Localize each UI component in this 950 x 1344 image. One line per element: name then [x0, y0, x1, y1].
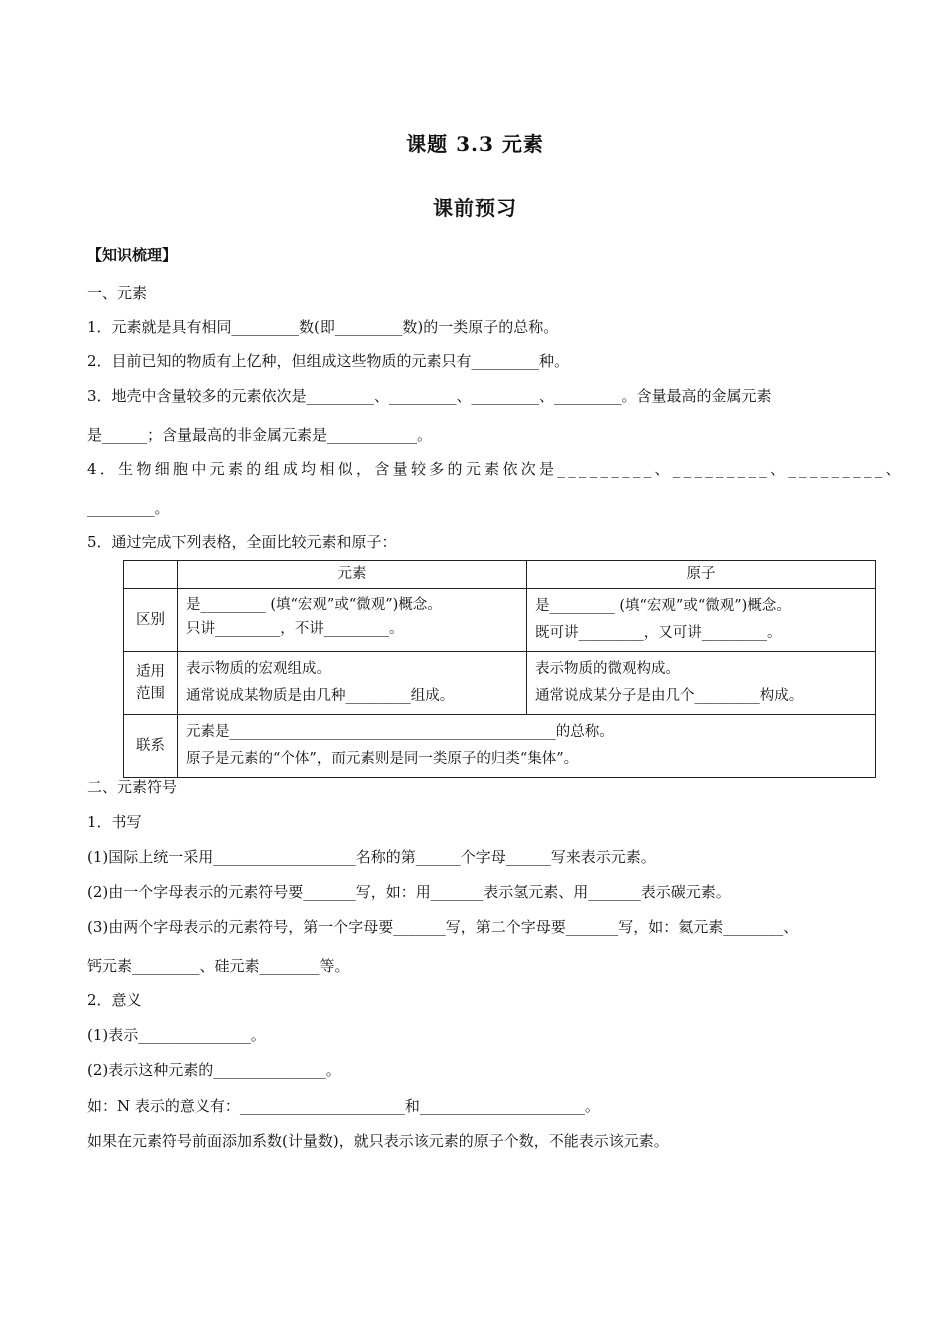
writing-item-2: (2)由一个字母表示的元素符号要_______写，如：用_______表示氢元素、用_______表示碳元素。: [87, 883, 731, 901]
question-3-line2: 是______；含量最高的非金属元素是____________。: [87, 426, 433, 444]
cell-line: 表示物质的微观构成。: [535, 661, 680, 677]
page-title: 课题 3.3 元素: [406, 132, 544, 156]
table-header-atom: 原子: [527, 561, 876, 589]
question-2: 2．目前已知的物质有上亿种，但组成这些物质的元素只有_________种。: [87, 352, 570, 370]
section-label: 【知识梳理】: [87, 246, 178, 264]
meaning-item-2: (2)表示这种元素的_______________。: [87, 1061, 341, 1079]
question-1: 1．元素就是具有相同_________数(即_________数)的一类原子的总称。: [87, 318, 559, 336]
question-5: 5．通过完成下列表格，全面比较元素和原子：: [87, 533, 397, 551]
table-row: [124, 715, 876, 778]
sub-heading-meaning: 2．意义: [87, 991, 142, 1009]
row-label-scope-text: 适用范围: [136, 664, 165, 702]
meaning-note: 如果在元素符号前面添加系数(计量数)，就只表示该元素的原子个数，不能表示该元素。: [87, 1132, 669, 1150]
cell-element-scope: [178, 652, 527, 715]
row-label-scope: [124, 652, 178, 715]
cell-atom-scope: [527, 652, 876, 715]
cell-line: 只讲_________，不讲_________。: [186, 621, 404, 637]
question-4-line2: _________。: [87, 499, 170, 517]
row-label-difference: 区别: [124, 589, 178, 652]
table-corner-cell: [124, 561, 178, 589]
cell-line: 通常说成某分子是由几个_________构成。: [535, 688, 804, 704]
cell-line: 是_________ (填“宏观”或“微观”)概念。: [186, 597, 442, 613]
writing-item-3-line2: 钙元素_________、硅元素________等。: [87, 957, 350, 975]
table-row: [124, 652, 876, 715]
cell-line: 原子是元素的“个体”，而元素则是同一类原子的归类“集体”。: [186, 751, 579, 767]
meaning-item-1: (1)表示_______________。: [87, 1026, 266, 1044]
cell-atom-difference: [527, 589, 876, 652]
question-3-line1: 3．地壳中含量较多的元素依次是_________、_________、_________、_________。含量最高的金属元素: [87, 387, 772, 405]
cell-line: 表示物质的宏观组成。: [186, 661, 331, 677]
table-row: [124, 589, 876, 652]
meaning-example: 如：N 表示的意义有：______________________和______________________。: [87, 1097, 600, 1115]
part1-heading: 一、元素: [87, 284, 148, 302]
writing-item-1: (1)国际上统一采用___________________名称的第______个字母______写来表示元素。: [87, 848, 656, 866]
writing-item-3-line1: (3)由两个字母表示的元素符号，第一个字母要_______写，第二个字母要_______写，如：氦元素________、: [87, 918, 799, 936]
part2-heading: 二、元素符号: [87, 778, 178, 796]
cell-relation: [178, 715, 876, 778]
table-header-row: [124, 561, 876, 589]
question-4-line1: 4．生物细胞中元素的组成均相似，含量较多的元素依次是_________、_________、_________、: [87, 460, 904, 478]
sub-heading-writing: 1．书写: [87, 813, 142, 831]
cell-element-difference: [178, 589, 527, 652]
comparison-table: [123, 560, 876, 778]
cell-line: 是_________ (填“宏观”或“微观”)概念。: [535, 598, 791, 614]
page-subtitle: 课前预习: [433, 196, 517, 220]
cell-line: 通常说成某物质是由几种_________组成。: [186, 688, 455, 704]
cell-line: 既可讲_________，又可讲_________。: [535, 625, 782, 641]
cell-line: 元素是_____________________________________________的总称。: [186, 724, 614, 740]
row-label-relation: 联系: [124, 715, 178, 778]
table-header-element: 元素: [178, 561, 527, 589]
